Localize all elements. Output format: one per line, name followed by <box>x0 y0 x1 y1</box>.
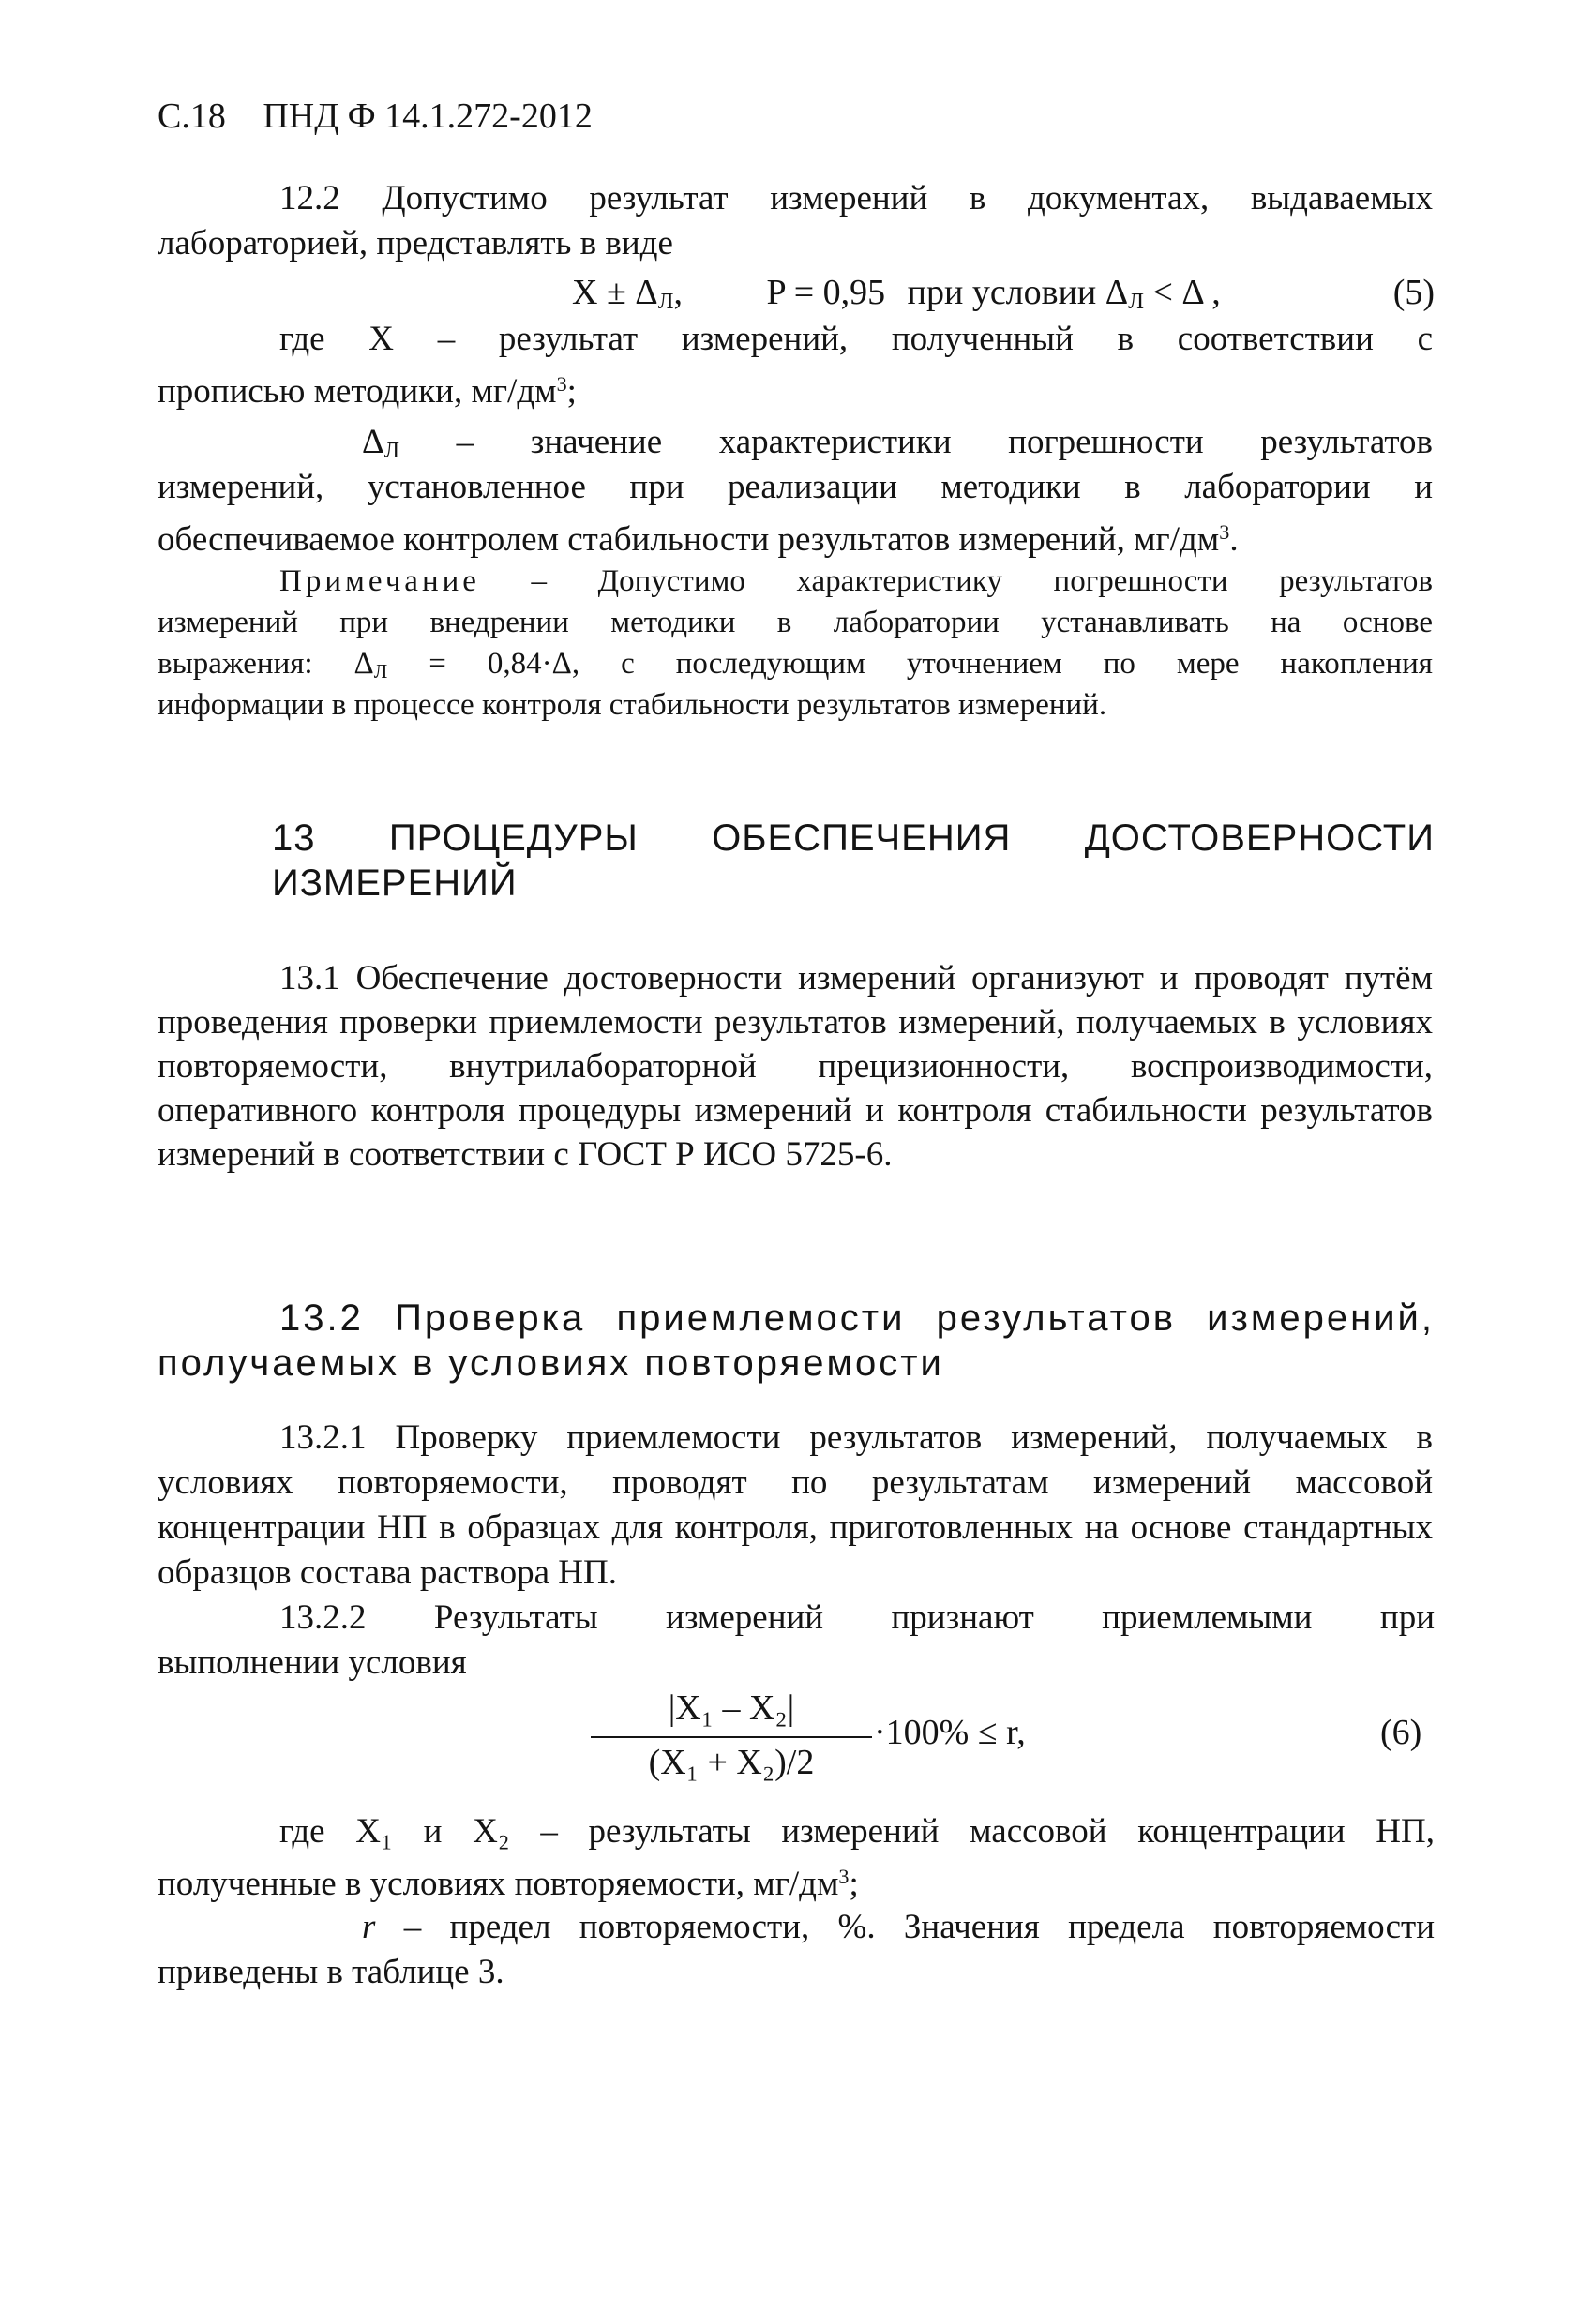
subsection-13-2-line2: получаемых в условиях повторяемости <box>158 1342 944 1384</box>
note-label: Примечание <box>279 564 480 598</box>
formula-5-probability: P = 0,95 <box>766 273 886 312</box>
formula-6-numerator: |X₁ – X₂| <box>668 1688 795 1728</box>
formula-6-number: (6) <box>1380 1713 1422 1752</box>
para-12-2-line1: 12.2 Допустимо результат измерений в документах, выдаваемых <box>279 179 1433 217</box>
delta-def-line1: $\Delta_Л$ – значение характеристики погрешности результатов <box>362 423 1433 463</box>
r-variable: r <box>362 1908 376 1946</box>
note-line4: информации в процессе контроля стабильности результатов измерений. <box>158 688 1107 722</box>
formula-6-denominator: (X₁ + X₂)/2 <box>648 1743 815 1782</box>
formula-5-number: (5) <box>1392 273 1435 312</box>
r-def-line2: приведены в таблице 3. <box>158 1953 504 1991</box>
delta-def-line2: измерений, установленное при реализации методики в лаборатории и <box>158 468 1433 506</box>
para-13-2-1: 13.2.1 Проверку приемлемости результатов измерений, получаемых в условиях повторяемости, проводят по результатам измерений массовой концентрации НП в образцах для контроля, приготовленных на основе стандартных образцов состава раствора НП. <box>158 1418 1433 1592</box>
r-def-line1: r – предел повторяемости, %. Значения предела повторяемости <box>362 1908 1435 1946</box>
delta-def-line3: обеспечиваемое контролем стабильности результатов измерений, $мг/дм^3$. <box>158 520 1239 559</box>
section-13-title-line2: ИЗМЕРЕНИЙ <box>272 862 518 904</box>
formula-6-tail: ·100% ≤ r, <box>874 1713 1026 1752</box>
para-13-2-2-line1: 13.2.2 Результаты измерений признают приемлемыми при <box>279 1598 1435 1637</box>
para-12-2-line2: лабораторией, представлять в виде <box>158 224 673 262</box>
subsection-13-2-line1: 13.2 Проверка приемлемости результатов измерений, <box>279 1297 1435 1339</box>
where-x-line2: прописью методики, $мг/дм^3$; <box>158 372 577 411</box>
document-code: ПНД Ф 14.1.272-2012 <box>263 97 593 136</box>
page-header <box>158 94 593 139</box>
where-x1-x2-line2: полученные в условиях повторяемости, $мг/дм^3$; <box>158 1865 859 1903</box>
formula-6-fraction-bar <box>591 1736 872 1738</box>
formula-5-condition: при условии $\Delta_Л < \Delta$ , <box>907 273 1221 314</box>
section-13-title-line1: 13 ПРОЦЕДУРЫ ОБЕСПЕЧЕНИЯ ДОСТОВЕРНОСТИ <box>272 817 1435 859</box>
para-13-2-2-line2: выполнении условия <box>158 1643 467 1682</box>
note-line2: измерений при внедрении методики в лаборатории устанавливать на основе <box>158 606 1433 639</box>
formula-5-expression: $X \pm \Delta_Л$, <box>572 273 683 314</box>
note-line1: Примечание – Допустимо характеристику погрешности результатов <box>279 564 1433 598</box>
para-13-1: 13.1 Обеспечение достоверности измерений организуют и проводят путём проведения проверки приемлемости результатов измерений, получаемых в условиях повторяемости, внутрилабораторной прецизионности, воспроизводимости, оперативного контроля процедуры измерений и контроля стабильности результатов измерений в соответствии с ГОСТ Р ИСО 5725-6. <box>158 959 1433 1174</box>
where-x-line1: где X – результат измерений, полученный в соответствии с <box>279 320 1433 358</box>
note-line3: выражения: $\Delta_Л = 0,84\cdot\Delta$, с последующим уточнением по мере накопления <box>158 647 1433 682</box>
where-x1-x2-line1: где X₁ и X₂ – результаты измерений массовой концентрации НП, <box>279 1812 1435 1851</box>
page-number: С.18 <box>158 97 226 136</box>
